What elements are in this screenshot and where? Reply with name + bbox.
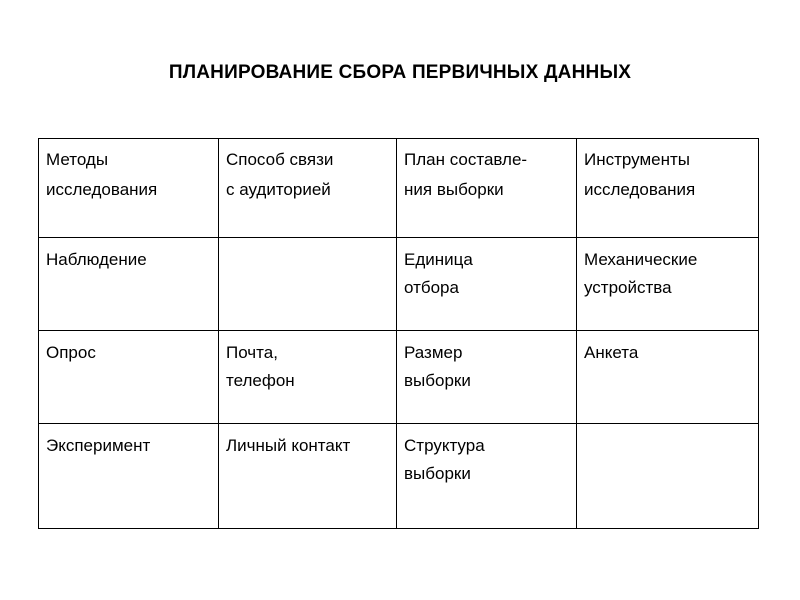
table-cell (219, 238, 397, 331)
header-cell-contact-method: Способ связи с аудиторией (219, 139, 397, 238)
table-cell: Почта, телефон (219, 331, 397, 424)
table-cell: Наблюдение (39, 238, 219, 331)
table-cell (577, 424, 759, 529)
table-row (39, 238, 759, 331)
table-cell: Единица отбора (397, 238, 577, 331)
table-cell: Опрос (39, 331, 219, 424)
table-cell: Анкета (577, 331, 759, 424)
table-row (39, 424, 759, 529)
page-title: ПЛАНИРОВАНИЕ СБОРА ПЕРВИЧНЫХ ДАННЫХ (168, 62, 632, 83)
table-cell: Личный контакт (219, 424, 397, 529)
table-cell: Структура выборки (397, 424, 577, 529)
table-cell: Механические устройства (577, 238, 759, 331)
header-cell-methods: Методы исследования (39, 139, 219, 238)
table-cell: Размер выборки (397, 331, 577, 424)
header-cell-instruments: Инструменты исследования (577, 139, 759, 238)
data-collection-table (38, 138, 759, 529)
header-cell-sampling-plan: План составле- ния выборки (397, 139, 577, 238)
table-header-row (39, 139, 759, 238)
table-row (39, 331, 759, 424)
table-cell: Эксперимент (39, 424, 219, 529)
